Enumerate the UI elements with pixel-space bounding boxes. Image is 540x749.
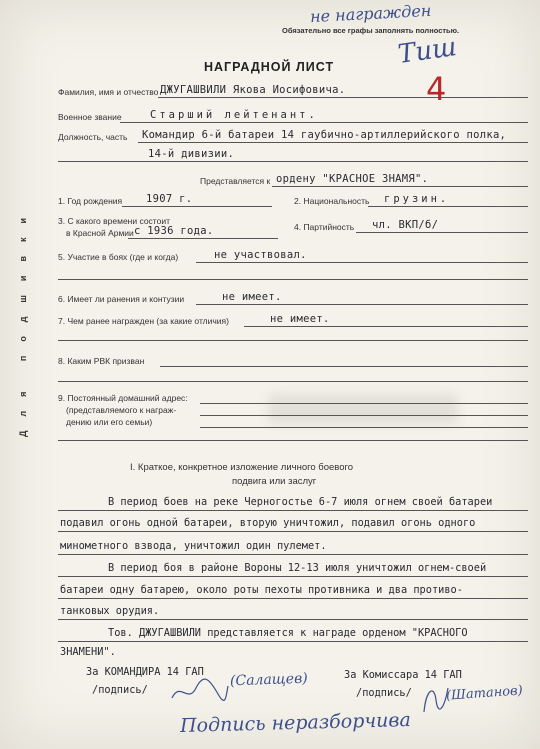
section-rule-5 (58, 598, 528, 599)
fill-all-notice: Обязательно все графы заполнять полностью. (282, 26, 460, 35)
commander-signature (170, 676, 230, 706)
bottom-handwritten-note: Подпись неразборчива (179, 708, 412, 738)
section-rule-7 (58, 641, 528, 642)
position-value-2: 14-й дивизии. (148, 148, 235, 160)
fio-value: ДЖУГАШВИЛИ Якова Иосифовича. (160, 84, 346, 96)
field-7-line (244, 326, 528, 327)
field-4-value: чл. ВКП/б/ (372, 219, 439, 231)
field-2-line (368, 206, 528, 207)
position-value-1: Командир 6-й батареи 14 гаубично-артиллерийского полка, (142, 129, 507, 141)
presented-line (272, 186, 528, 187)
field-5-line-2 (58, 279, 528, 280)
position-line-2 (58, 161, 528, 162)
fio-label: Фамилия, имя и отчество (58, 87, 159, 97)
field-7-line-2 (58, 340, 528, 341)
field-1-label: 1. Год рождения (58, 196, 123, 206)
rank-label: Военное звание (58, 112, 122, 122)
field-6-line (196, 304, 528, 305)
field-7-value: не имеет. (270, 313, 330, 325)
field-9-label-3: дению или его семьи) (66, 417, 153, 427)
section-rule-2 (58, 531, 528, 532)
rank-line (120, 122, 528, 123)
field-2-label: 2. Национальность (294, 196, 370, 206)
field-8-line-2 (58, 381, 528, 382)
field-3-line (128, 238, 278, 239)
handwritten-sign-note: Тиш (396, 32, 459, 70)
section-heading-1: I. Краткое, конкретное изложение личного боевого (130, 462, 354, 473)
section-line-2: подавил огонь одной батареи, вторую уничтожил, подавил огонь одного (60, 517, 476, 529)
rank-value: Старший лейтенант. (150, 109, 318, 121)
section-line-7: Тов. ДЖУГАШВИЛИ представляется к награде орденом "КРАСНОГО (108, 627, 468, 639)
field-3-label-2: в Красной Армии (66, 228, 134, 238)
field-5-line (196, 262, 528, 263)
commissar-label: За Комиссара 14 ГАП (344, 669, 462, 681)
field-9-line-3 (200, 427, 528, 428)
commissar-signature (420, 680, 450, 716)
presented-label: Представляется к (200, 176, 271, 186)
handwritten-number: 4 (426, 70, 447, 108)
section-rule-1 (58, 510, 528, 511)
field-3-label-1: 3. С какого времени состоит (58, 216, 170, 226)
commander-label: За КОМАНДИРА 14 ГАП (86, 666, 204, 678)
commander-name: (Салащев) (229, 670, 308, 690)
position-line-1 (138, 142, 528, 143)
field-5-label: 5. Участие в боях (где и когда) (58, 252, 179, 262)
section-line-3: минометного взвода, уничтожил один пулемет. (60, 540, 327, 552)
field-9-line-2 (200, 415, 528, 416)
field-9-line-4 (58, 440, 528, 441)
field-8-line (160, 366, 528, 367)
field-3-value: с 1936 года. (134, 225, 214, 237)
page-title: НАГРАДНОЙ ЛИСТ (204, 60, 335, 74)
field-8-label: 8. Каким РВК призван (58, 356, 145, 366)
field-6-label: 6. Имеет ли ранения и контузии (58, 294, 185, 304)
redacted-address (268, 394, 458, 424)
section-line-5: батареи одну батарею, около роты пехоты противника и два противо- (60, 584, 463, 596)
field-1-value: 1907 г. (146, 193, 193, 205)
fio-line (158, 97, 528, 98)
section-line-8: ЗНАМЕНИ". (60, 646, 116, 658)
field-6-value: не имеет. (222, 291, 282, 303)
commissar-sign-label: /подпись/ (356, 687, 412, 699)
field-2-value: грузин. (384, 193, 450, 205)
field-9-label-2: (представляемого к награж- (66, 405, 177, 415)
section-line-1: В период боев на реке Черногостье 6-7 июля огнем своей батареи (108, 496, 493, 508)
section-rule-4 (58, 576, 528, 577)
field-4-line (356, 232, 528, 233)
field-9-label-1: 9. Постоянный домашний адрес: (58, 393, 188, 403)
section-heading-2: подвига или заслуг (232, 476, 317, 487)
section-rule-3 (58, 554, 528, 555)
position-label: Должность, часть (58, 132, 128, 142)
field-1-line (122, 206, 272, 207)
field-7-label: 7. Чем ранее награжден (за какие отличия) (58, 316, 229, 326)
section-line-6: танковых орудия. (60, 605, 160, 617)
commissar-name: (Шатанов) (445, 683, 524, 704)
field-9-line (200, 403, 528, 404)
commander-sign-label: /подпись/ (92, 684, 148, 696)
field-4-label: 4. Партийность (294, 222, 355, 232)
handwritten-top-note: не награжден (309, 0, 432, 27)
section-rule-6 (58, 619, 528, 620)
field-5-value: не участвовал. (214, 249, 307, 261)
side-binding-text: Для подшивки (18, 203, 28, 437)
section-line-4: В период боя в районе Вороны 12-13 июля уничтожил огнем-своей (108, 562, 487, 574)
presented-value: ордену "КРАСНОЕ ЗНАМЯ". (276, 173, 429, 185)
